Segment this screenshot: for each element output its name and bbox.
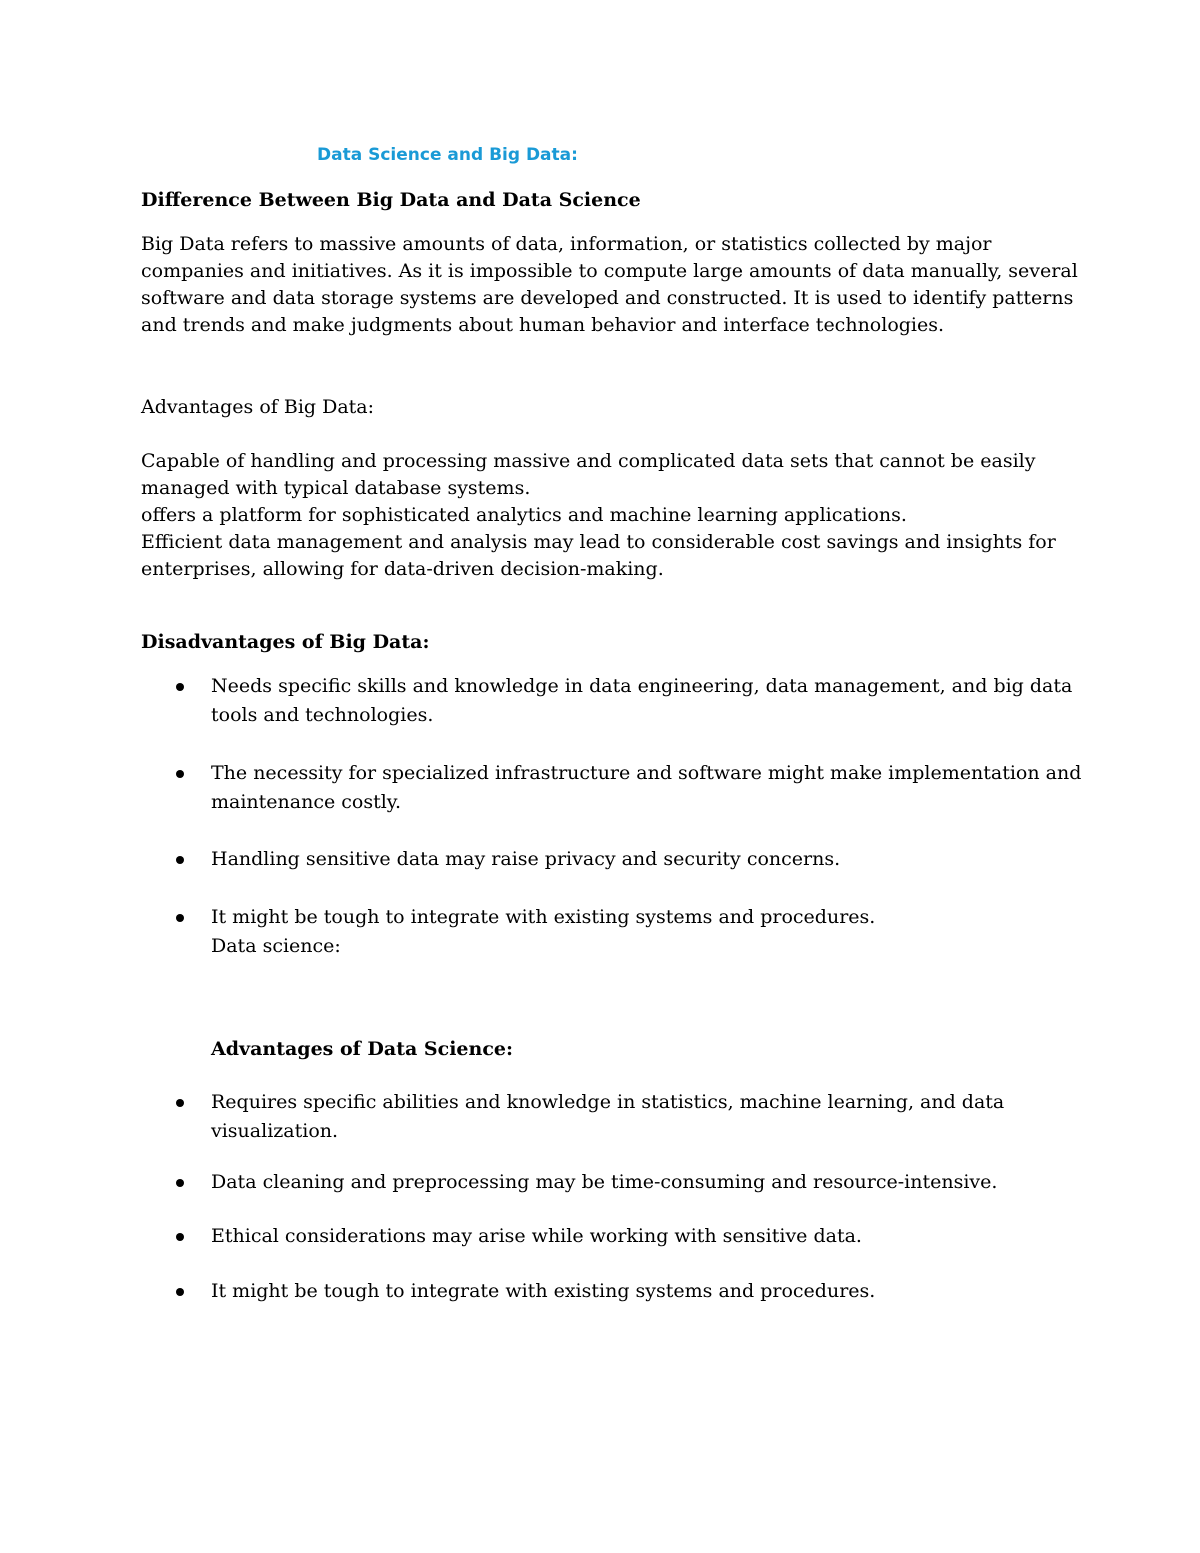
- section-heading-difference: Difference Between Big Data and Data Science: [141, 189, 641, 211]
- list-item: [211, 672, 1081, 730]
- list-item: [211, 1222, 1081, 1251]
- list-item: [211, 845, 1081, 874]
- disadvantages-big-data-heading: Disadvantages of Big Data:: [141, 631, 430, 653]
- bullet-icon: [176, 914, 184, 922]
- page-title: Data Science and Big Data:: [317, 145, 578, 165]
- text-line: enterprises, allowing for data-driven decision-making.: [141, 558, 664, 580]
- advantages-big-data-paragraph: [141, 448, 1081, 583]
- advantages-data-science-heading: Advantages of Data Science:: [211, 1038, 513, 1060]
- text-line: maintenance costly.: [211, 791, 402, 813]
- text-line: managed with typical database systems.: [141, 477, 531, 499]
- text-line: Data cleaning and preprocessing may be time-consuming and resource-intensive.: [211, 1171, 998, 1193]
- text-line: software and data storage systems are developed and constructed. It is used to identify patterns: [141, 287, 1074, 309]
- text-line: and trends and make judgments about human behavior and interface technologies.: [141, 314, 945, 336]
- bullet-icon: [176, 1233, 184, 1241]
- text-line: Efficient data management and analysis may lead to considerable cost savings and insights for: [141, 531, 1056, 553]
- text-line: Ethical considerations may arise while working with sensitive data.: [211, 1225, 862, 1247]
- text-line: It might be tough to integrate with existing systems and procedures.: [211, 906, 876, 928]
- text-line: tools and technologies.: [211, 704, 434, 726]
- bullet-icon: [176, 856, 184, 864]
- list-item: [211, 1168, 1081, 1197]
- text-line: offers a platform for sophisticated analytics and machine learning applications.: [141, 504, 907, 526]
- bullet-icon: [176, 1099, 184, 1107]
- list-item: [211, 759, 1081, 817]
- bullet-icon: [176, 1179, 184, 1187]
- text-line: Handling sensitive data may raise privacy and security concerns.: [211, 848, 841, 870]
- list-item: [211, 1088, 1081, 1146]
- intro-paragraph: [141, 231, 1081, 339]
- bullet-icon: [176, 683, 184, 691]
- text-line: Capable of handling and processing massive and complicated data sets that cannot be easily: [141, 450, 1036, 472]
- text-line: The necessity for specialized infrastructure and software might make implementation and: [211, 762, 1082, 784]
- list-item: [211, 903, 1081, 961]
- text-line: visualization.: [211, 1120, 339, 1142]
- bullet-icon: [176, 1288, 184, 1296]
- text-line: Requires specific abilities and knowledge in statistics, machine learning, and data: [211, 1091, 1005, 1113]
- text-line: It might be tough to integrate with existing systems and procedures.: [211, 1280, 876, 1302]
- list-item: [211, 1277, 1081, 1306]
- bullet-icon: [176, 770, 184, 778]
- advantages-big-data-heading: Advantages of Big Data:: [141, 396, 375, 418]
- text-line: Needs specific skills and knowledge in data engineering, data management, and big data: [211, 675, 1073, 697]
- text-line: Data science:: [211, 935, 341, 957]
- text-line: Big Data refers to massive amounts of data, information, or statistics collected by major: [141, 233, 992, 255]
- text-line: companies and initiatives. As it is impossible to compute large amounts of data manually, several: [141, 260, 1078, 282]
